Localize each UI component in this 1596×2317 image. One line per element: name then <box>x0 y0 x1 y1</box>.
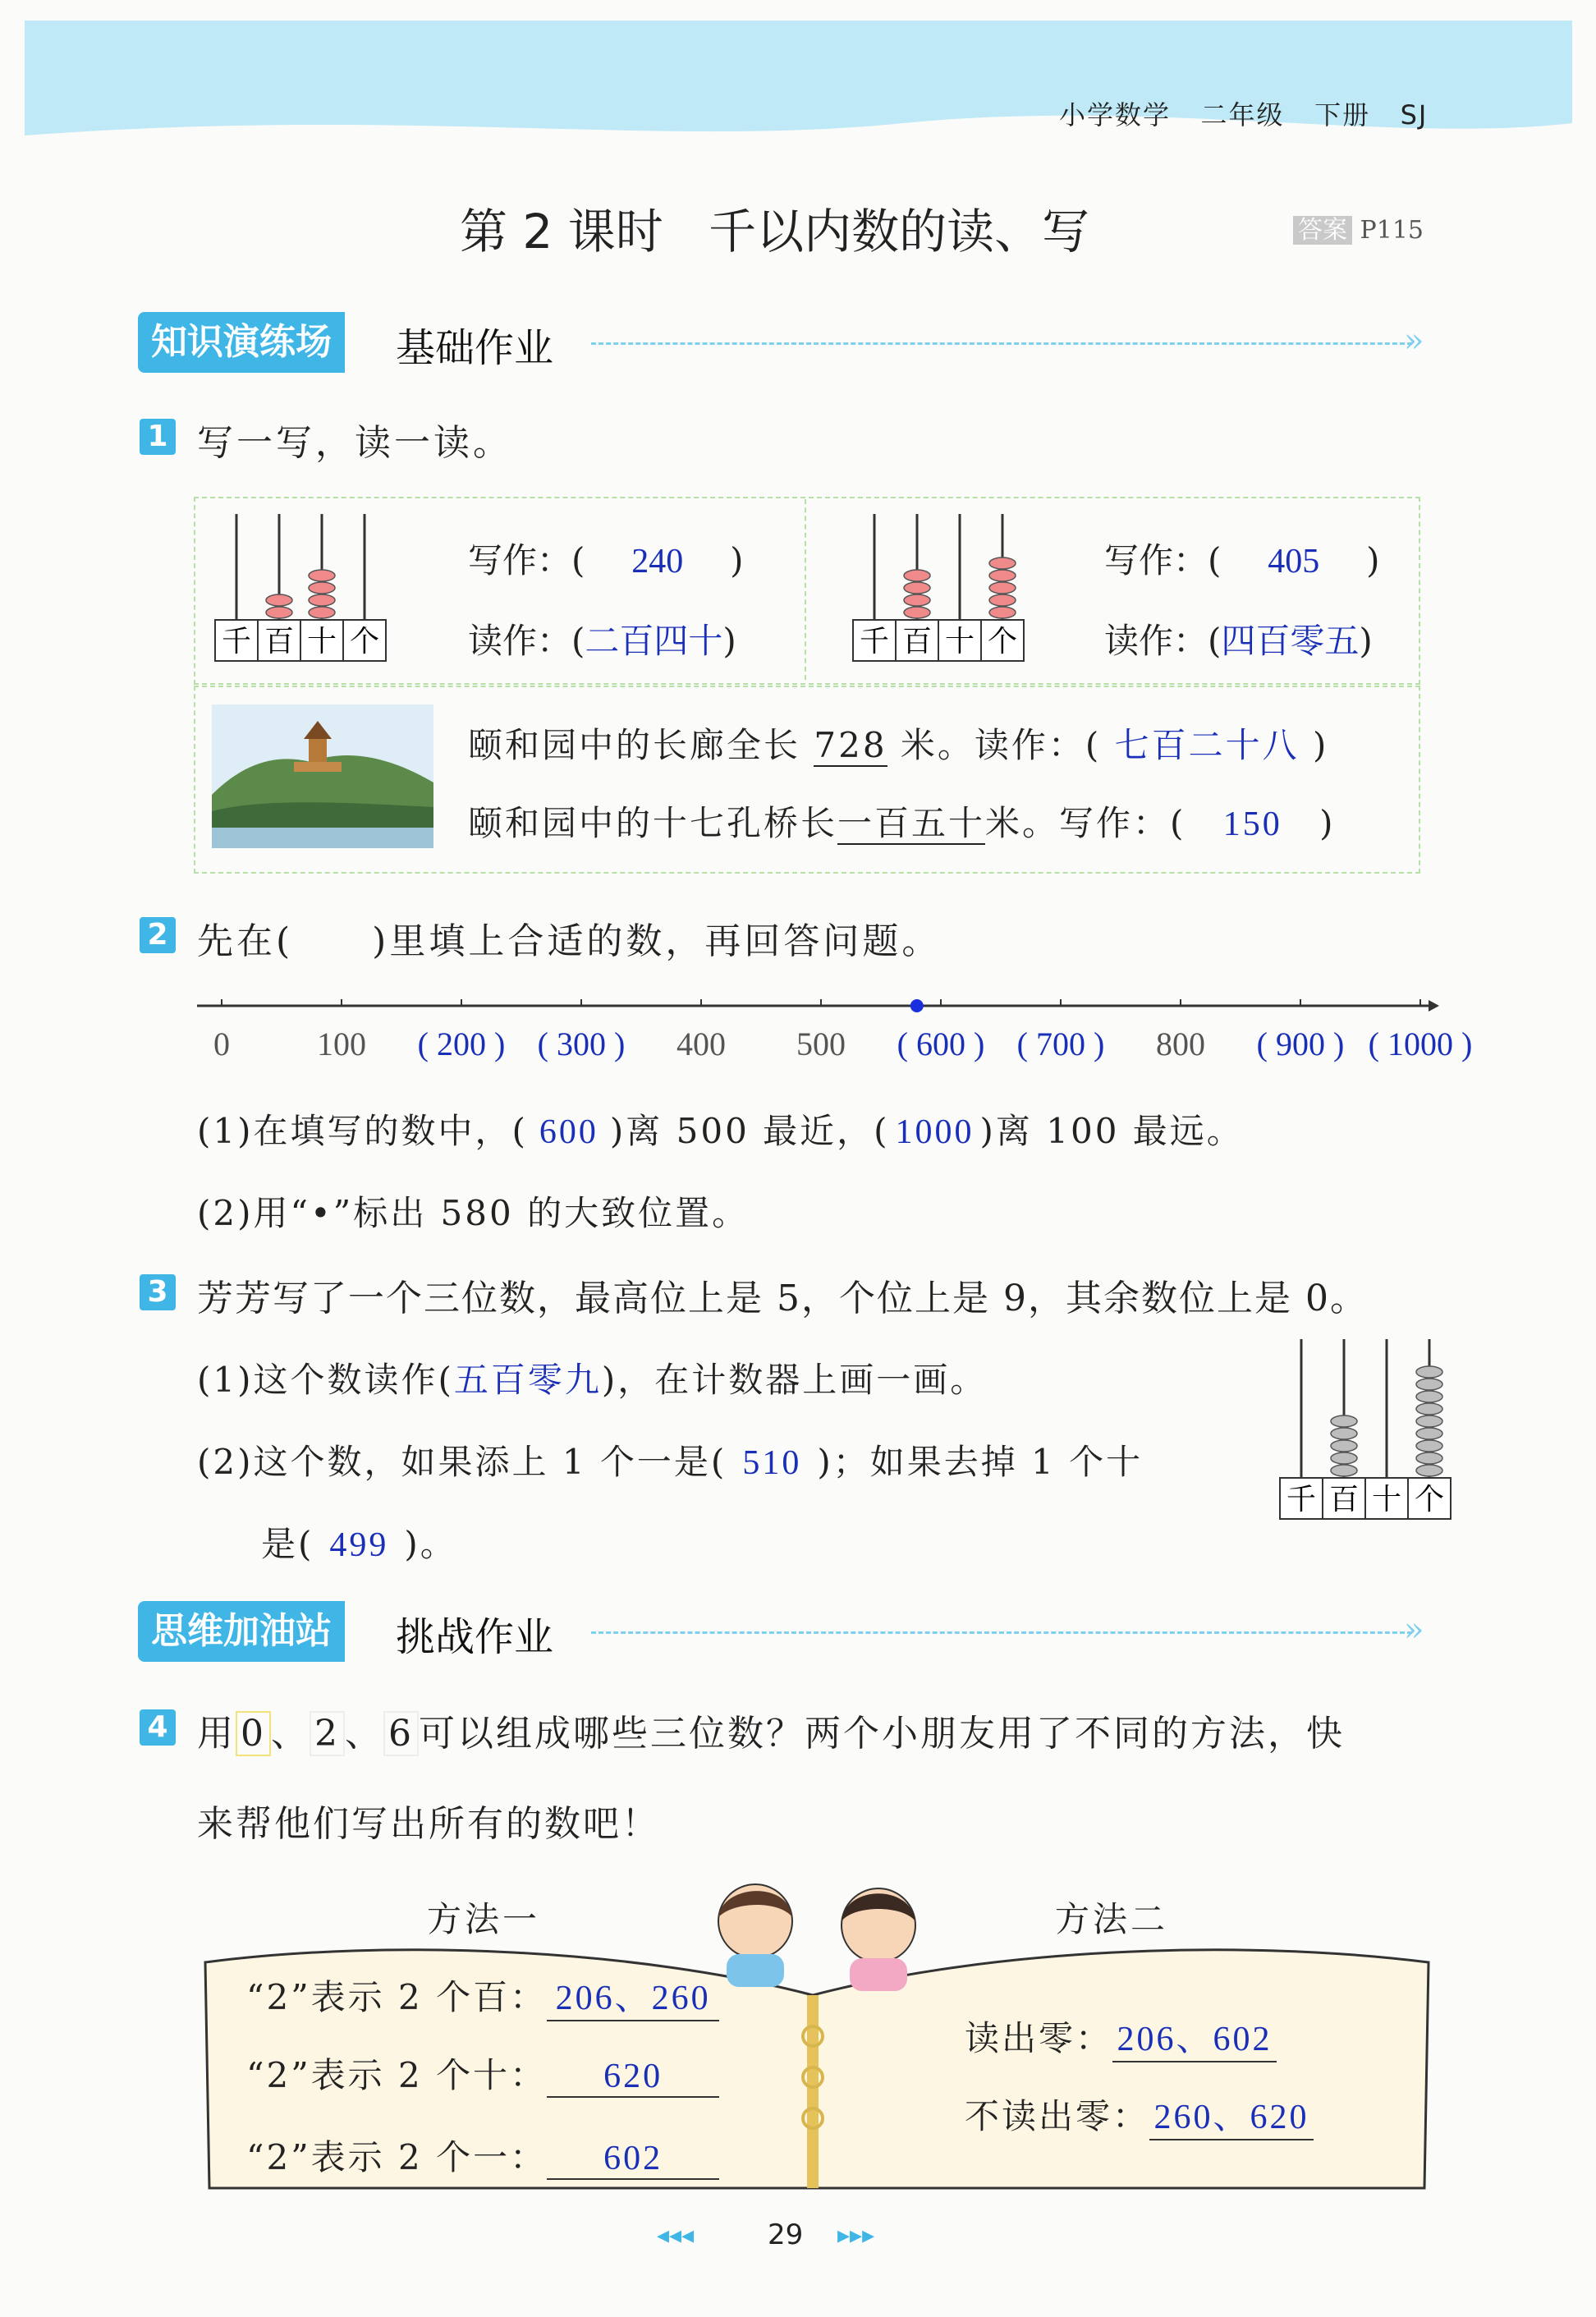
method2-title: 方法二 <box>1055 1899 1169 1939</box>
abacus-label: 十 <box>306 625 337 658</box>
number-line-label: ( 600 ) <box>897 1025 985 1062</box>
q3-part3 <box>261 1517 457 1567</box>
abacus-bead <box>1416 1465 1442 1476</box>
p2-text2: )；如果去掉 1 个十 <box>817 1442 1144 1482</box>
abacus-bead <box>1416 1379 1442 1390</box>
header-grade: 二年级 <box>1200 99 1285 131</box>
header-info <box>1059 94 1428 132</box>
p1-text3: )离 100 最远。 <box>979 1111 1244 1151</box>
m2-answer: 260、620 <box>1149 2090 1314 2140</box>
abacus-bead <box>1331 1415 1357 1427</box>
abacus-bead <box>1416 1391 1442 1402</box>
abacus-bead <box>904 582 930 594</box>
p2-answer: 510 <box>742 1444 802 1482</box>
abacus-bead <box>904 594 930 606</box>
abacus-bead <box>904 607 930 618</box>
p1-answer1: 600 <box>539 1113 598 1151</box>
q4-text-b: 可以组成哪些三位数？两个小朋友用了不同的方法，快 <box>419 1713 1345 1755</box>
abacus-label: 十 <box>1371 1483 1402 1516</box>
abacus-bead <box>1331 1428 1357 1439</box>
m2-answer: 206、602 <box>1112 2012 1277 2062</box>
m1-row <box>246 2049 719 2098</box>
lesson-topic: 千以内数的读、写 <box>709 204 1090 259</box>
p3-text: 是( <box>261 1524 314 1564</box>
number-line-label: ( 900 ) <box>1256 1025 1345 1062</box>
line1-text: 颐和园中的长廊全长 <box>468 725 801 765</box>
section1-divider <box>591 342 1412 345</box>
number-line-label: ( 300 ) <box>537 1025 626 1062</box>
q4-prompt <box>197 1704 1345 1756</box>
abacus-label: 百 <box>1328 1483 1360 1516</box>
answer-page: P115 <box>1360 216 1424 245</box>
line1-number: 728 <box>814 725 887 765</box>
p1-answer: 五百零九 <box>453 1360 602 1400</box>
q1-a1-write <box>468 534 744 583</box>
m1-answer: 602 <box>547 2139 719 2180</box>
q3-part1 <box>197 1353 987 1402</box>
p1-text: (1)在填写的数中，( <box>197 1111 528 1151</box>
m1-label: “2”表示 2 个百： <box>246 1977 548 2017</box>
abacus-bead <box>1416 1428 1442 1439</box>
page-number: 29 <box>768 2218 804 2251</box>
abacus-bead <box>989 582 1016 594</box>
footer-next-icon: ▸▸▸ <box>837 2221 875 2250</box>
m1-answer: 620 <box>547 2057 719 2098</box>
page-title <box>460 193 1089 262</box>
summer-palace-photo <box>212 704 433 848</box>
abacus-label: 个 <box>349 625 380 658</box>
abacus-label: 个 <box>987 625 1018 658</box>
number-line-arrow <box>1429 1000 1439 1012</box>
write-label: 写作：( <box>1104 540 1222 580</box>
q1-a2-write <box>1104 534 1380 583</box>
section2-divider <box>591 1631 1412 1634</box>
number-line-label: 400 <box>676 1025 726 1062</box>
number-line <box>193 985 1473 1076</box>
read-label: 读作：( <box>468 621 585 661</box>
m1-answer: 206、260 <box>547 1971 719 2021</box>
p3-answer: 499 <box>329 1526 389 1564</box>
digit-card: 0 <box>236 1711 271 1756</box>
q1-number: 1 <box>140 419 176 455</box>
close-paren: ) <box>730 540 744 580</box>
q2-part1 <box>197 1104 1244 1154</box>
lesson-number: 第 2 课时 <box>460 204 663 259</box>
abacus-bead <box>1416 1366 1442 1378</box>
abacus-bead <box>989 570 1016 581</box>
section2-tag: 思维加油站 <box>138 1601 345 1662</box>
header-volume: 下册 <box>1314 99 1371 131</box>
abacus-bead <box>989 557 1016 569</box>
q1-a1-read <box>468 614 736 663</box>
abacus-label: 千 <box>859 625 890 658</box>
abacus-bead <box>266 594 292 606</box>
abacus-bead <box>1331 1440 1357 1452</box>
m1-label: “2”表示 2 个一： <box>246 2137 548 2177</box>
abacus-label: 个 <box>1414 1483 1445 1516</box>
abacus-label: 千 <box>1286 1483 1317 1516</box>
number-line-label: 100 <box>317 1025 366 1062</box>
m2-label: 读出零： <box>965 2018 1113 2058</box>
answer-reference <box>1293 209 1424 245</box>
abacus-bead <box>309 607 335 618</box>
answer-tag: 答案 <box>1293 216 1352 245</box>
read-answer: 四百零五 <box>1221 621 1360 661</box>
p2-text: (2)这个数，如果添上 1 个一是( <box>197 1442 727 1482</box>
line1-text2: 米。读作：( <box>900 725 1102 765</box>
close-paren: ) <box>1366 540 1380 580</box>
p1-answer2: 1000 <box>895 1113 975 1151</box>
q1-prompt: 写一写，读一读。 <box>197 422 512 464</box>
line2-number: 一百五十 <box>837 803 986 843</box>
abacus-bead <box>1416 1440 1442 1452</box>
abacus-bead <box>1416 1452 1442 1464</box>
number-line-label: 800 <box>1156 1025 1205 1062</box>
read-label: 读作：( <box>1104 621 1222 661</box>
header-edition: SJ <box>1400 99 1429 131</box>
abacus-label: 十 <box>944 625 975 658</box>
abacus-bead <box>266 607 292 618</box>
line2-text2: 米。写作：( <box>985 803 1186 843</box>
read-answer: 二百四十 <box>585 621 723 661</box>
write-label: 写作：( <box>468 540 585 580</box>
section1-subtitle: 基础作业 <box>396 325 554 371</box>
p1-text: (1)这个数读作( <box>197 1360 454 1400</box>
header-subject: 小学数学 <box>1059 99 1172 131</box>
write-answer: 405 <box>1268 543 1320 580</box>
abacus-bead <box>309 594 335 606</box>
separator: 、 <box>345 1713 383 1755</box>
q1-box-divider <box>805 499 806 680</box>
footer-prev-icon: ◂◂◂ <box>657 2221 695 2250</box>
close-paren: ) <box>1359 621 1373 661</box>
q2-part2: (2)用“•”标出 580 的大致位置。 <box>197 1193 750 1233</box>
q4-prompt-line2: 来帮他们写出所有的数吧！ <box>197 1803 660 1845</box>
section1-tag: 知识演练场 <box>138 312 345 373</box>
close-paren: ) <box>722 621 736 661</box>
m2-label: 不读出零： <box>965 2096 1150 2136</box>
abacus-bead <box>309 570 335 581</box>
number-line-label: ( 200 ) <box>417 1025 506 1062</box>
abacus-bead <box>1416 1403 1442 1415</box>
p1-text2: )，在计数器上画一画。 <box>601 1360 988 1400</box>
p3-text2: )。 <box>404 1524 457 1564</box>
abacus-240 <box>212 509 392 665</box>
q4-text-a: 用 <box>197 1713 236 1755</box>
p1-text2: )离 500 最近，( <box>609 1111 890 1151</box>
section1-arrow-icon: » <box>1404 322 1424 360</box>
digit-card: 2 <box>310 1711 345 1756</box>
close-paren: ) <box>1319 803 1336 843</box>
m2-row <box>965 2012 1277 2062</box>
close-paren: ) <box>1313 725 1329 765</box>
abacus-bead <box>904 570 930 581</box>
abacus-bead <box>989 594 1016 606</box>
abacus-bead <box>1331 1452 1357 1464</box>
separator: 、 <box>271 1713 310 1755</box>
number-line-label: ( 1000 ) <box>1368 1025 1473 1062</box>
write-answer: 240 <box>631 543 684 580</box>
q3-prompt: 芳芳写了一个三位数，最高位上是 5，个位上是 9，其余数位上是 0。 <box>197 1278 1368 1319</box>
abacus-bead <box>309 582 335 594</box>
q2-prompt: 先在( )里填上合适的数，再回答问题。 <box>197 920 942 962</box>
line2-answer: 150 <box>1222 805 1282 843</box>
number-line-label: 500 <box>796 1025 846 1062</box>
m1-label: “2”表示 2 个十： <box>246 2055 548 2095</box>
number-line-label: 0 <box>213 1025 230 1062</box>
method1-title: 方法一 <box>427 1899 541 1939</box>
q1-a2-read <box>1104 614 1373 663</box>
abacus-label: 百 <box>264 625 295 658</box>
q1-line1 <box>468 718 1328 768</box>
q3-number: 3 <box>140 1274 176 1310</box>
digit-card: 6 <box>383 1711 419 1756</box>
number-line-label: ( 700 ) <box>1016 1025 1105 1062</box>
q2-number: 2 <box>140 917 176 953</box>
m2-row <box>965 2090 1314 2140</box>
abacus-405 <box>850 509 1030 665</box>
abacus-bead <box>1416 1415 1442 1427</box>
header-banner <box>0 0 1596 156</box>
q3-part2 <box>197 1435 1143 1484</box>
abacus-label: 百 <box>901 625 933 658</box>
m1-row <box>246 1971 719 2021</box>
section2-subtitle: 挑战作业 <box>396 1614 554 1660</box>
abacus-509 <box>1277 1334 1445 1523</box>
abacus-bead <box>989 607 1016 618</box>
mark-580 <box>910 999 924 1012</box>
q1-line2 <box>468 796 1336 846</box>
section2-arrow-icon: » <box>1404 1611 1424 1649</box>
q4-number: 4 <box>140 1709 176 1746</box>
line2-text: 颐和园中的十七孔桥长 <box>468 803 838 843</box>
abacus-bead <box>1331 1465 1357 1476</box>
line1-answer: 七百二十八 <box>1114 725 1300 765</box>
abacus-label: 千 <box>221 625 252 658</box>
m1-row <box>246 2131 719 2180</box>
